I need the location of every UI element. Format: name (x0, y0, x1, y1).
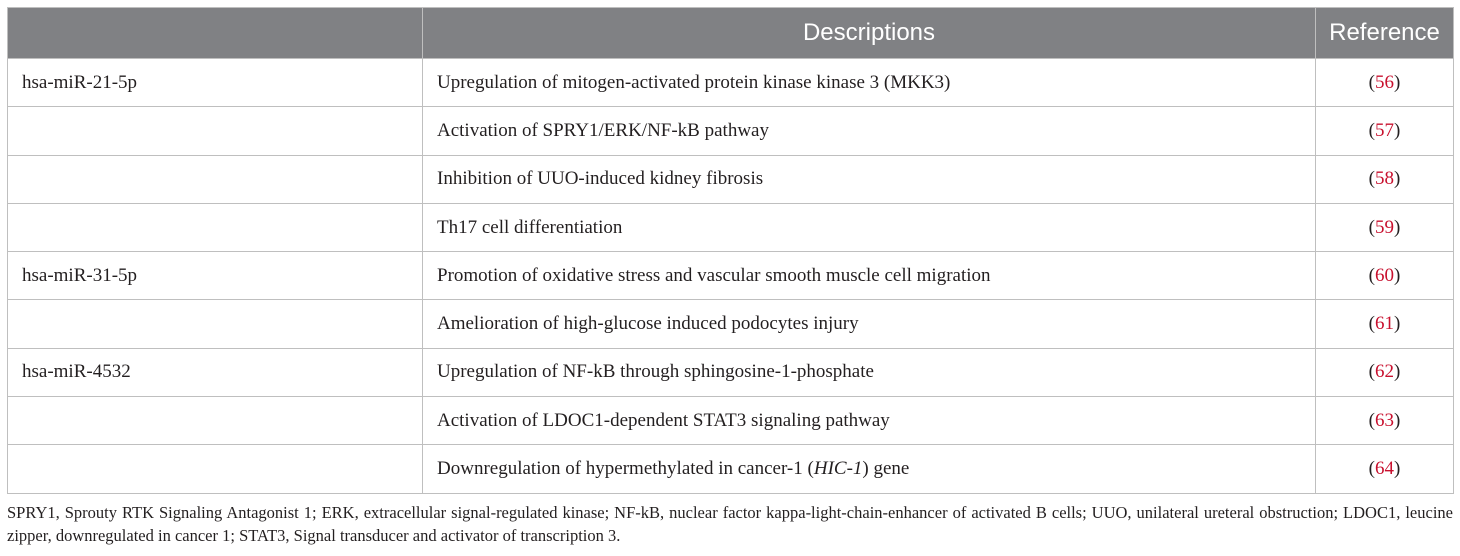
mirna-cell (8, 155, 423, 203)
table-row (8, 445, 1454, 493)
reference-cell: (63) (1316, 397, 1454, 445)
gene-name-italic: HIC-1 (813, 458, 863, 480)
description-cell: Activation of SPRY1/ERK/NF-kB pathway (423, 107, 1316, 155)
table-footnote: SPRY1, Sprouty RTK Signaling Antagonist 1; ERK, extracellular signal-regulated kinase; NF-kB, nuclear factor kappa-light-chain-enhancer of activated B cells; UUO, unilateral ureteral obstruction; LDOC1, leucine zipper, downregulated in cancer 1; STAT3, Signal transducer and activator of transcription 3. (7, 503, 1453, 545)
reference-link[interactable]: 64 (1375, 458, 1394, 480)
description-cell: Activation of LDOC1-dependent STAT3 signaling pathway (423, 397, 1316, 445)
table-row (8, 348, 1454, 396)
reference-cell: (59) (1316, 203, 1454, 251)
description-cell: Promotion of oxidative stress and vascular smooth muscle cell migration (423, 252, 1316, 300)
description-cell: Inhibition of UUO-induced kidney fibrosis (423, 155, 1316, 203)
header-reference: Reference (1316, 8, 1454, 59)
reference-link[interactable]: 59 (1375, 216, 1394, 238)
table-row (8, 300, 1454, 348)
description-cell: Th17 cell differentiation (423, 203, 1316, 251)
reference-cell: (61) (1316, 300, 1454, 348)
mirna-cell (8, 300, 423, 348)
reference-cell: (62) (1316, 348, 1454, 396)
description-cell: Upregulation of mitogen-activated protein kinase kinase 3 (MKK3) (423, 59, 1316, 107)
description-cell: Amelioration of high-glucose induced podocytes injury (423, 300, 1316, 348)
reference-cell: (56) (1316, 59, 1454, 107)
description-text-pre: Downregulation of hypermethylated in cancer-1 ( (437, 458, 814, 480)
mirna-cell (8, 203, 423, 251)
description-text-post: ) gene (862, 458, 910, 480)
mirna-cell (8, 397, 423, 445)
description-cell: Upregulation of NF-kB through sphingosine-1-phosphate (423, 348, 1316, 396)
header-descriptions: Descriptions (423, 8, 1316, 59)
reference-link[interactable]: 56 (1375, 71, 1394, 93)
table-header-row (8, 8, 1454, 59)
reference-link[interactable]: 62 (1375, 361, 1394, 383)
reference-link[interactable]: 58 (1375, 168, 1394, 190)
reference-link[interactable]: 63 (1375, 409, 1394, 431)
table-row (8, 59, 1454, 107)
reference-link[interactable]: 60 (1375, 264, 1394, 286)
mirna-cell: hsa-miR-31-5p (8, 252, 423, 300)
reference-cell: (60) (1316, 252, 1454, 300)
mirna-cell (8, 445, 423, 493)
mirna-cell: hsa-miR-4532 (8, 348, 423, 396)
mirna-cell: hsa-miR-21-5p (8, 59, 423, 107)
table-row (8, 107, 1454, 155)
reference-cell: (58) (1316, 155, 1454, 203)
header-mirna (8, 8, 423, 59)
reference-cell: (57) (1316, 107, 1454, 155)
description-cell (423, 445, 1316, 493)
table-row (8, 252, 1454, 300)
reference-link[interactable]: 57 (1375, 119, 1394, 141)
mirna-cell (8, 107, 423, 155)
table-row (8, 397, 1454, 445)
table-row (8, 203, 1454, 251)
mirna-table (7, 7, 1454, 494)
table-row (8, 155, 1454, 203)
reference-link[interactable]: 61 (1375, 313, 1394, 335)
reference-cell: (64) (1316, 445, 1454, 493)
